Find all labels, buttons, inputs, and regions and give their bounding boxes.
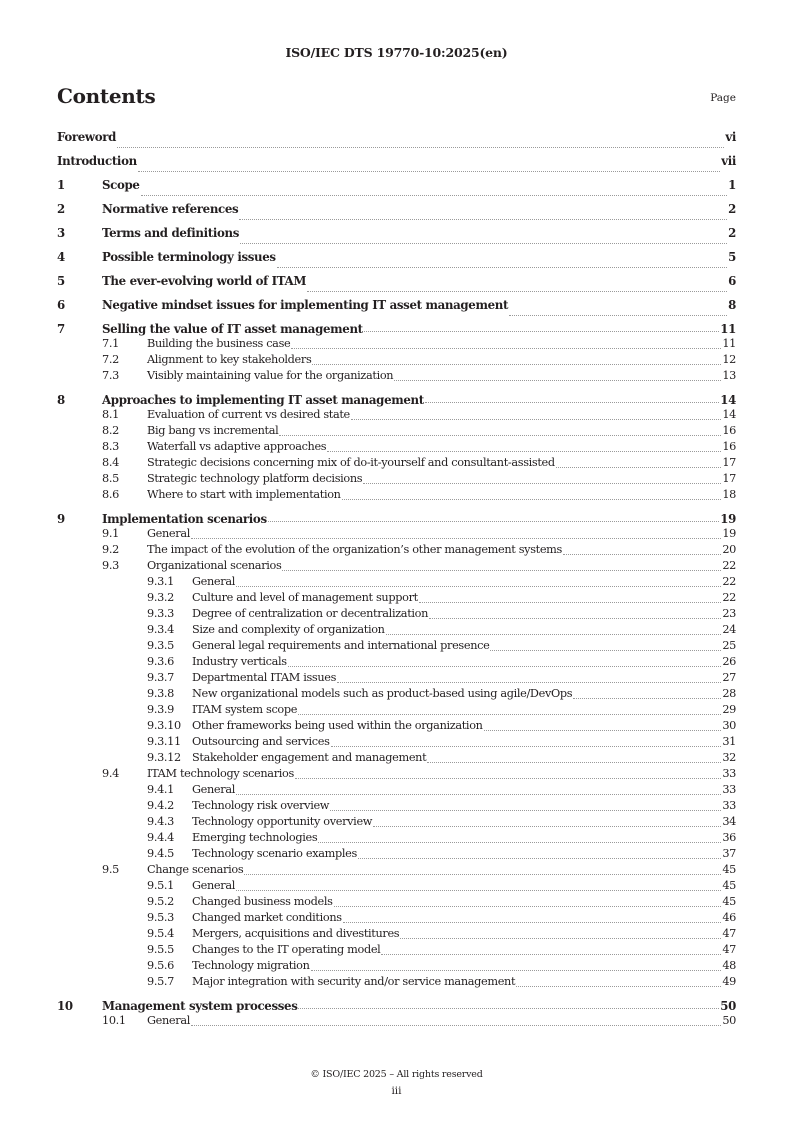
- dot-leader: [288, 665, 722, 667]
- toc-entry[interactable]: [57, 574, 736, 590]
- toc-entry-page[interactable]: 33: [722, 767, 736, 780]
- toc-entry-title[interactable]: Big bang vs incremental: [147, 424, 279, 437]
- toc-entry-title[interactable]: Changes to the IT operating model: [192, 943, 381, 956]
- toc-entry-page[interactable]: 13: [722, 369, 736, 382]
- dot-leader: [239, 218, 727, 220]
- toc-entry-page[interactable]: 46: [722, 911, 736, 924]
- toc-entry[interactable]: [57, 336, 736, 352]
- toc-entry-page[interactable]: 27: [722, 671, 736, 684]
- page-column-label: Page: [710, 92, 736, 104]
- toc-entry[interactable]: [57, 958, 736, 974]
- toc-entry-number: 6: [57, 298, 65, 312]
- toc-entry[interactable]: [57, 471, 736, 487]
- dot-leader: [351, 418, 721, 420]
- dot-leader: [373, 825, 721, 827]
- toc-entry[interactable]: [57, 766, 736, 782]
- toc-entry[interactable]: [57, 1013, 736, 1029]
- toc-entry-number: 9.4.2: [147, 799, 174, 812]
- dot-leader: [343, 921, 722, 923]
- dot-leader: [327, 450, 721, 452]
- toc-entry[interactable]: [57, 352, 736, 368]
- toc-entry-number: 9.3.2: [147, 591, 174, 604]
- toc-entry[interactable]: [57, 846, 736, 862]
- toc-entry[interactable]: [57, 439, 736, 455]
- toc-entry-number: 7.2: [102, 353, 119, 366]
- toc-entry-title[interactable]: Culture and level of management support: [192, 591, 418, 604]
- toc-entry-number: 9.3.5: [147, 639, 174, 652]
- dot-leader: [427, 761, 721, 763]
- dot-leader: [191, 1024, 721, 1026]
- toc-entry[interactable]: [57, 128, 736, 152]
- toc-entry[interactable]: [57, 510, 736, 526]
- toc-entry-page[interactable]: 14: [720, 393, 736, 407]
- page-number: iii: [391, 1085, 402, 1097]
- toc-entry-page[interactable]: 22: [722, 575, 736, 588]
- toc-entry-number: 8.5: [102, 472, 119, 485]
- toc-entry-number: 9.4.4: [147, 831, 174, 844]
- dot-leader: [244, 873, 721, 875]
- toc-entry[interactable]: [57, 942, 736, 958]
- toc-entry-page[interactable]: 50: [720, 999, 736, 1013]
- toc-entry[interactable]: [57, 542, 736, 558]
- toc-entry-title[interactable]: Scope: [102, 178, 140, 192]
- toc-entry[interactable]: [57, 320, 736, 336]
- toc-entry-title[interactable]: Emerging technologies: [192, 831, 318, 844]
- toc-entry[interactable]: [57, 782, 736, 798]
- toc-entry[interactable]: [57, 750, 736, 766]
- toc-entry-title[interactable]: New organizational models such as product-based using agile/DevOps: [192, 687, 573, 700]
- toc-entry[interactable]: [57, 590, 736, 606]
- dot-leader: [334, 905, 722, 907]
- toc-entry-page[interactable]: 32: [722, 751, 736, 764]
- toc-entry-title[interactable]: Size and complexity of organization: [192, 623, 385, 636]
- toc-entry[interactable]: [57, 974, 736, 990]
- toc-entry-page[interactable]: 2: [728, 202, 736, 216]
- toc-entry[interactable]: [57, 702, 736, 718]
- toc-entry-number: 9.3.9: [147, 703, 174, 716]
- dot-leader: [311, 969, 722, 971]
- toc-entry-number: 9.5.7: [147, 975, 174, 988]
- toc-entry-title[interactable]: Changed market conditions: [192, 911, 342, 924]
- dot-leader: [312, 363, 721, 365]
- toc-entry-page[interactable]: 47: [722, 927, 736, 940]
- dot-leader: [307, 290, 727, 292]
- toc-entry-page[interactable]: 29: [722, 703, 736, 716]
- toc-entry-title[interactable]: Introduction: [57, 154, 137, 168]
- toc-entry-number: 9.4.1: [147, 783, 174, 796]
- dot-leader: [381, 953, 721, 955]
- toc-entry-number: 9.5.3: [147, 911, 174, 924]
- toc-entry-title[interactable]: Alignment to key stakeholders: [147, 353, 312, 366]
- toc-entry-title[interactable]: Management system processes: [102, 999, 298, 1013]
- toc-entry-number: 10.1: [102, 1014, 126, 1027]
- toc-entry-page[interactable]: 19: [720, 512, 736, 526]
- dot-leader: [138, 170, 720, 172]
- toc-entry-title[interactable]: Strategic decisions concerning mix of do-it-yourself and consultant-assisted: [147, 456, 555, 469]
- toc-entry-number: 9.5.4: [147, 927, 174, 940]
- toc-entry-title[interactable]: Strategic technology platform decisions: [147, 472, 363, 485]
- toc-entry[interactable]: [57, 894, 736, 910]
- toc-entry-page[interactable]: 49: [722, 975, 736, 988]
- dot-leader: [191, 537, 721, 539]
- toc-entry-title[interactable]: Mergers, acquisitions and divestitures: [192, 927, 400, 940]
- dot-leader: [268, 520, 720, 522]
- dot-leader: [419, 601, 722, 603]
- dot-leader: [490, 649, 721, 651]
- toc-entry-number: 8.3: [102, 440, 119, 453]
- toc-entry-page[interactable]: 19: [722, 527, 736, 540]
- toc-entry-title[interactable]: Departmental ITAM issues: [192, 671, 337, 684]
- dot-leader: [236, 889, 721, 891]
- toc-entry-page[interactable]: 33: [722, 783, 736, 796]
- toc-entry-title[interactable]: Evaluation of current vs desired state: [147, 408, 350, 421]
- dot-leader: [573, 697, 721, 699]
- toc-entry-title[interactable]: Technology migration: [192, 959, 310, 972]
- toc-entry-number: 9.3.10: [147, 719, 181, 732]
- toc-entry-page[interactable]: 28: [722, 687, 736, 700]
- toc-entry-page[interactable]: 25: [722, 639, 736, 652]
- toc-entry-page[interactable]: 36: [722, 831, 736, 844]
- toc-entry-number: 9.4: [102, 767, 119, 780]
- toc-entry-page[interactable]: 31: [722, 735, 736, 748]
- toc-entry-page[interactable]: 2: [728, 226, 736, 240]
- dot-leader: [516, 985, 721, 987]
- toc-entry-number: 9.2: [102, 543, 119, 556]
- toc-entry-page[interactable]: 26: [722, 655, 736, 668]
- toc-entry-number: 8.2: [102, 424, 119, 437]
- toc-entry[interactable]: [57, 718, 736, 734]
- toc-entry-number: 3: [57, 226, 65, 240]
- toc-entry-page[interactable]: 1: [728, 178, 736, 192]
- toc-entry-number: 8.1: [102, 408, 119, 421]
- dot-leader: [358, 857, 721, 859]
- toc-entry[interactable]: [57, 606, 736, 622]
- toc-entry-number: 1: [57, 178, 65, 192]
- toc-entry-number: 7.1: [102, 337, 119, 350]
- toc-entry-title[interactable]: General: [192, 783, 235, 796]
- toc-entry-title[interactable]: Technology opportunity overview: [192, 815, 373, 828]
- dot-leader: [282, 569, 721, 571]
- toc-entry-number: 9.3.3: [147, 607, 174, 620]
- toc-entry-page[interactable]: 22: [722, 559, 736, 572]
- toc-entry-page[interactable]: 33: [722, 799, 736, 812]
- toc-entry-number: 9.3.12: [147, 751, 181, 764]
- toc-entry[interactable]: [57, 997, 736, 1013]
- toc-entry-number: 9.3.1: [147, 575, 174, 588]
- toc-entry-title[interactable]: Waterfall vs adaptive approaches: [147, 440, 327, 453]
- contents-heading: Contents: [57, 84, 156, 108]
- toc-entry[interactable]: [57, 638, 736, 654]
- dot-leader: [279, 434, 721, 436]
- toc-entry-page[interactable]: 24: [722, 623, 736, 636]
- dot-leader: [425, 401, 719, 403]
- dot-leader: [386, 633, 722, 635]
- dot-leader: [298, 1007, 719, 1009]
- dot-leader: [117, 146, 724, 148]
- toc-entry-title[interactable]: The impact of the evolution of the organization’s other management systems: [147, 543, 562, 556]
- dot-leader: [363, 482, 721, 484]
- toc-entry-number: 2: [57, 202, 65, 216]
- toc-entry-page[interactable]: 45: [722, 895, 736, 908]
- toc-entry[interactable]: [57, 670, 736, 686]
- toc-entry-number: 8: [57, 393, 65, 407]
- toc-entry-page[interactable]: 16: [722, 424, 736, 437]
- toc-entry[interactable]: [57, 391, 736, 407]
- toc-entry-number: 9.3.4: [147, 623, 174, 636]
- toc-entry-title[interactable]: Industry verticals: [192, 655, 287, 668]
- toc-entry-title[interactable]: Where to start with implementation: [147, 488, 341, 501]
- toc-entry-number: 9.4.5: [147, 847, 174, 860]
- toc-entry-title[interactable]: Normative references: [102, 202, 239, 216]
- toc-entry-title[interactable]: Other frameworks being used within the organization: [192, 719, 483, 732]
- toc-entry-page[interactable]: 6: [728, 274, 736, 288]
- toc-entry-title[interactable]: Approaches to implementing IT asset management: [102, 393, 424, 407]
- dot-leader: [556, 466, 722, 468]
- dot-leader: [342, 498, 722, 500]
- toc-entry-title[interactable]: General: [192, 879, 235, 892]
- dot-leader: [364, 330, 720, 332]
- copyright-notice: © ISO/IEC 2025 – All rights reserved: [310, 1069, 483, 1080]
- table-of-contents: [57, 128, 736, 1029]
- toc-entry-number: 9.3.7: [147, 671, 174, 684]
- toc-entry-number: 9.4.3: [147, 815, 174, 828]
- toc-entry[interactable]: [57, 526, 736, 542]
- dot-leader: [141, 194, 728, 196]
- toc-entry-number: 7: [57, 322, 65, 336]
- toc-entry-title[interactable]: Organizational scenarios: [147, 559, 282, 572]
- dot-leader: [318, 841, 721, 843]
- toc-entry-title[interactable]: Technology scenario examples: [192, 847, 357, 860]
- toc-entry-number: 9.3.11: [147, 735, 181, 748]
- toc-entry-title[interactable]: Degree of centralization or decentralization: [192, 607, 429, 620]
- toc-entry-page[interactable]: 17: [722, 472, 736, 485]
- toc-entry-title[interactable]: General: [147, 1014, 190, 1027]
- toc-entry-number: 8.6: [102, 488, 119, 501]
- dot-leader: [563, 553, 721, 555]
- toc-entry[interactable]: [57, 734, 736, 750]
- toc-entry-number: 5: [57, 274, 65, 288]
- toc-entry-title[interactable]: Negative mindset issues for implementing IT asset management: [102, 298, 509, 312]
- toc-entry-number: 4: [57, 250, 65, 264]
- toc-entry-page[interactable]: 8: [728, 298, 736, 312]
- toc-entry-title[interactable]: Changed business models: [192, 895, 333, 908]
- toc-entry[interactable]: [57, 622, 736, 638]
- toc-entry-number: 9.3.6: [147, 655, 174, 668]
- toc-entry-title[interactable]: The ever-evolving world of ITAM: [102, 274, 307, 288]
- toc-entry[interactable]: [57, 558, 736, 574]
- toc-entry-number: 7.3: [102, 369, 119, 382]
- toc-entry-title[interactable]: Visibly maintaining value for the organization: [147, 369, 394, 382]
- toc-entry-number: 9.5.2: [147, 895, 174, 908]
- dot-leader: [330, 809, 721, 811]
- toc-entry-page[interactable]: 48: [722, 959, 736, 972]
- dot-leader: [277, 266, 727, 268]
- toc-entry[interactable]: [57, 814, 736, 830]
- toc-entry-number: 9.3.8: [147, 687, 174, 700]
- toc-entry-number: 10: [57, 999, 73, 1013]
- dot-leader: [291, 347, 721, 349]
- toc-entry-title[interactable]: General: [192, 575, 235, 588]
- dot-leader: [429, 617, 721, 619]
- dot-leader: [394, 379, 721, 381]
- dot-leader: [240, 242, 727, 244]
- toc-entry-page[interactable]: 17: [722, 456, 736, 469]
- dot-leader: [236, 793, 721, 795]
- toc-entry-title[interactable]: Outsourcing and services: [192, 735, 330, 748]
- toc-entry-number: 9.3: [102, 559, 119, 572]
- toc-entry-title[interactable]: ITAM system scope: [192, 703, 298, 716]
- toc-entry-title[interactable]: ITAM technology scenarios: [147, 767, 294, 780]
- toc-entry-title[interactable]: Foreword: [57, 130, 117, 144]
- toc-entry-page[interactable]: 22: [722, 591, 736, 604]
- toc-entry-page[interactable]: 16: [722, 440, 736, 453]
- toc-entry[interactable]: [57, 296, 736, 320]
- toc-entry-title[interactable]: Change scenarios: [147, 863, 244, 876]
- toc-entry[interactable]: [57, 830, 736, 846]
- toc-entry-page[interactable]: 34: [722, 815, 736, 828]
- toc-entry-title[interactable]: Major integration with security and/or service management: [192, 975, 516, 988]
- toc-entry-page[interactable]: 30: [722, 719, 736, 732]
- toc-entry-title[interactable]: Implementation scenarios: [102, 512, 267, 526]
- document-id-header: ISO/IEC DTS 19770-10:2025(en): [285, 45, 508, 60]
- toc-entry[interactable]: [57, 248, 736, 272]
- toc-entry-page[interactable]: 47: [722, 943, 736, 956]
- dot-leader: [236, 585, 721, 587]
- toc-entry-number: 9.5: [102, 863, 119, 876]
- dot-leader: [509, 314, 727, 316]
- toc-entry[interactable]: [57, 798, 736, 814]
- toc-entry-number: 9: [57, 512, 65, 526]
- toc-entry[interactable]: [57, 910, 736, 926]
- toc-entry[interactable]: [57, 200, 736, 224]
- toc-entry-title[interactable]: Stakeholder engagement and management: [192, 751, 427, 764]
- toc-entry-number: 9.5.6: [147, 959, 174, 972]
- toc-entry-page[interactable]: 12: [722, 353, 736, 366]
- toc-entry-page[interactable]: vi: [725, 130, 736, 144]
- toc-entry-page[interactable]: 45: [722, 863, 736, 876]
- toc-entry-page[interactable]: 18: [722, 488, 736, 501]
- toc-entry[interactable]: [57, 368, 736, 384]
- toc-entry[interactable]: [57, 926, 736, 942]
- toc-entry[interactable]: [57, 224, 736, 248]
- toc-entry-title[interactable]: Selling the value of IT asset management: [102, 322, 363, 336]
- toc-entry[interactable]: [57, 152, 736, 176]
- toc-entry-title[interactable]: Possible terminology issues: [102, 250, 276, 264]
- toc-entry-page[interactable]: vii: [721, 154, 736, 168]
- toc-entry[interactable]: [57, 272, 736, 296]
- toc-entry-page[interactable]: 11: [722, 337, 736, 350]
- toc-entry[interactable]: [57, 878, 736, 894]
- toc-entry-page[interactable]: 14: [722, 408, 736, 421]
- toc-entry-title[interactable]: Building the business case: [147, 337, 291, 350]
- toc-entry[interactable]: [57, 654, 736, 670]
- toc-entry[interactable]: [57, 176, 736, 200]
- toc-entry-page[interactable]: 5: [728, 250, 736, 264]
- toc-entry-page[interactable]: 20: [722, 543, 736, 556]
- toc-entry-page[interactable]: 37: [722, 847, 736, 860]
- toc-entry-title[interactable]: General legal requirements and international presence: [192, 639, 490, 652]
- toc-entry-title[interactable]: Terms and definitions: [102, 226, 239, 240]
- toc-entry-number: 9.1: [102, 527, 119, 540]
- dot-leader: [400, 937, 721, 939]
- toc-entry[interactable]: [57, 407, 736, 423]
- dot-leader: [331, 745, 722, 747]
- toc-entry-page[interactable]: 50: [722, 1014, 736, 1027]
- dot-leader: [298, 713, 721, 715]
- toc-entry[interactable]: [57, 455, 736, 471]
- toc-entry-number: 9.5.5: [147, 943, 174, 956]
- toc-entry[interactable]: [57, 423, 736, 439]
- toc-entry[interactable]: [57, 686, 736, 702]
- dot-leader: [484, 729, 722, 731]
- toc-entry-number: 8.4: [102, 456, 119, 469]
- toc-entry-number: 9.5.1: [147, 879, 174, 892]
- dot-leader: [295, 777, 721, 779]
- toc-entry[interactable]: [57, 862, 736, 878]
- toc-entry-page[interactable]: 45: [722, 879, 736, 892]
- toc-entry-page[interactable]: 11: [720, 322, 736, 336]
- toc-entry-title[interactable]: Technology risk overview: [192, 799, 330, 812]
- toc-entry-title[interactable]: General: [147, 527, 190, 540]
- dot-leader: [337, 681, 721, 683]
- toc-entry-page[interactable]: 23: [722, 607, 736, 620]
- toc-entry[interactable]: [57, 487, 736, 503]
